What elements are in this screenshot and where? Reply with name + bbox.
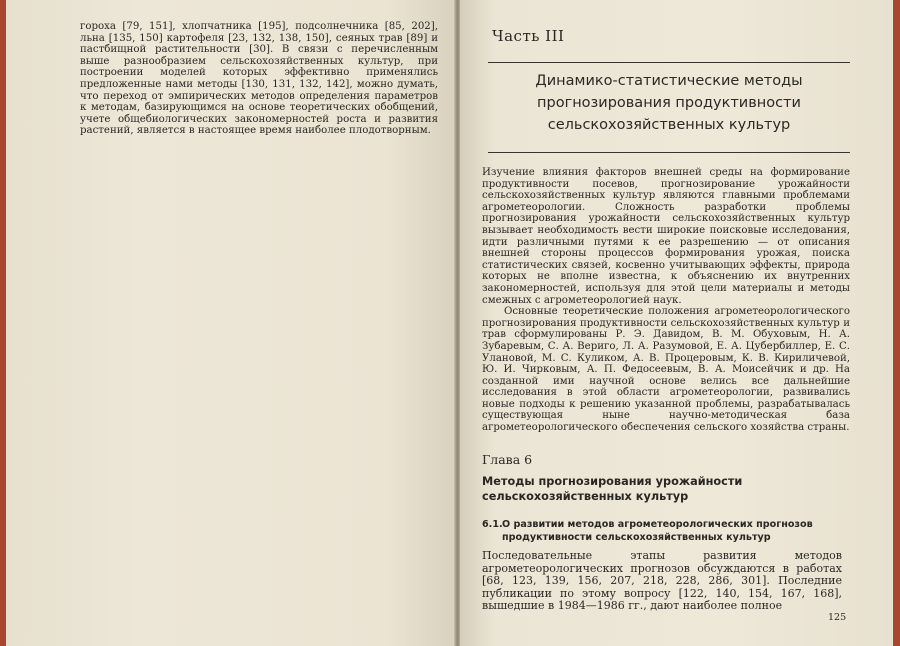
- left-page-paragraph: гороха [79, 151], хлопчатника [195], подсолнечника [85, 202], льна [135, 150] картофеля [23, 132, 138, 150], сеяных трав [89] и пастбищной растительности [30]. В связи с перечисленным выше разнообразием сельскохозяйственных культур, при построении моделей которых эффективно применялись предложенные нами методы [130, 131, 132, 142], можно думать, что переход от эмпирических методов определения параметров к методам, базирующимся на основе теоретических обобщений, учете общебиологических закономерностей роста и развития растений, является в настоящее время наиболее плодотворным.: [80, 21, 438, 137]
- book-cover-edge-right: [893, 0, 900, 646]
- section-heading: [482, 519, 842, 544]
- part-title-rule-top: [488, 62, 850, 63]
- part-title: Динамико-статистические методы прогнозирования продуктивности сельскохозяйственных культур: [535, 73, 803, 133]
- section-title-line1: О развитии методов агрометеорологических прогнозов: [502, 519, 813, 530]
- section-title-line2: продуктивности сельскохозяйственных культур: [502, 531, 771, 543]
- chapter-title: Методы прогнозирования урожайности сельскохозяйственных культур: [482, 475, 743, 503]
- page-number: 125: [828, 612, 847, 623]
- intro-paragraph: Изучение влияния факторов внешней среды на формирование продуктивности посевов, прогнозирование урожайности сельскохозяйственных культур являются главными проблемами агрометеорологии. Сложность разработки проблемы прогнозирования урожайности сельскохозяйственных культур вызывает необходимость вести широкие поисковые исследования, идти различными путями к ее разрешению — от описания внешней стороны процессов формирования урожая, поиска статистических связей, косвенно учитывающих эффекты, природа которых не вполне известна, к объяснению их внутренних закономерностей, используя для этой цели материалы и методы смежных с агрометеорологией наук.: [482, 167, 850, 306]
- section-number: 6.1.: [482, 519, 503, 530]
- part-introduction: [482, 167, 850, 434]
- section-paragraph: Последовательные этапы развития методов агрометеорологических прогнозов обсуждаются в работах [68, 123, 139, 156, 207, 218, 228, 286, 301]. Последние публикации по этому вопросу [122, 140, 154, 167, 168], вышедшие в 1984—1986 гг., дают наиболее полное: [482, 549, 842, 612]
- part-title-rule-bottom: [488, 152, 850, 153]
- intro-paragraph: Основные теоретические положения агрометеорологического прогнозирования продуктивности сельскохозяйственных культур и трав сформулированы Р. Э. Давидом, В. М. Обуховым, Н. А. Зубаревым, С. А. Вериго, Л. А. Разумовой, Е. А. Цубербиллер, Е. С. Улановой, М. С. Куликом, А. В. Процеровым, К. В. Кириличевой, Ю. И. Чирковым, А. П. Федосеевым, В. А. Моисейчик и др. На созданной ими научной основе велись все дальнейшие исследования в этой области агрометеорологии, развивались новые подходы к решению указанной проблемы, разрабатывалась существующая ныне научно-методическая база агрометеорологического обеспечения сельского хозяйства страны.: [482, 306, 850, 434]
- chapter-label: Глава 6: [482, 452, 533, 467]
- part-label: Часть III: [492, 27, 565, 45]
